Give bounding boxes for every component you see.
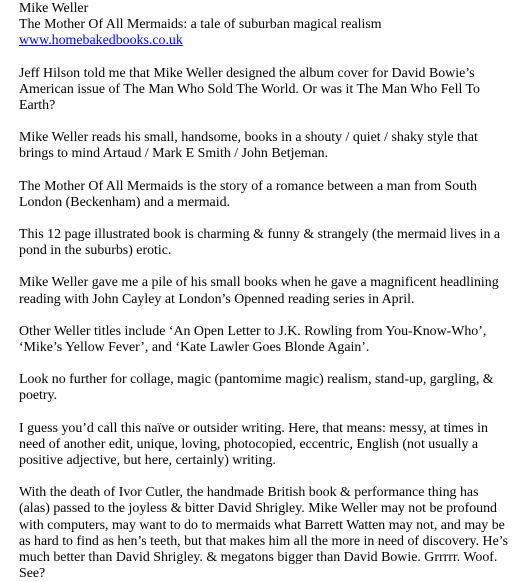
paragraph-illustrated-book: This 12 page illustrated book is charming & funny & strangely (the mermaid lives in a pond in the suburbs) erotic. xyxy=(19,227,501,259)
paragraph-outsider-writing: I guess you’d call this naïve or outsider writing. Here, that means: messy, at times in need of another edit, unique, loving, photocopied, eccentric, English (not usually a positive adjective, but here, certainly) writing. xyxy=(19,420,488,469)
paragraph-ivor-cutler: With the death of Ivor Cutler, the handmade British book & performance thing has (alas) passed to the joyless & bitter David Shrigley. Mike Weller may not be profound with computers, may want to do to mermaids what Barrett Watten may not, and may be as hard to find as hen’s teeth, but that makes him all the more in need of discovery. He’s much better than David Shrigley. & megatons bigger than David Bowie. Grrrrr. Woof. See? xyxy=(19,485,508,582)
book-title: The Mother Of All Mermaids: a tale of suburban magical realism xyxy=(19,17,382,33)
paragraph-reading-style: Mike Weller reads his small, handsome, books in a shouty / quiet / shaky style that brings to mind Artaud / Mark E Smith / John Betjeman. xyxy=(19,130,478,162)
document-body xyxy=(19,1,511,582)
paragraph-other-titles: Other Weller titles include ‘An Open Letter to J.K. Rowling from You-Know-Who’, ‘Mike’s Yellow Fever’, and ‘Kate Lawler Goes Blonde Again’. xyxy=(19,323,487,356)
author-name: Mike Weller xyxy=(19,1,89,16)
paragraph-bowie-album-cover: Jeff Hilson told me that Mike Weller designed the album cover for David Bowie’s American issue of The Man Who Sold The World. Or was it The Man Who Fell To Earth? xyxy=(19,65,480,114)
document-header xyxy=(19,1,511,50)
paragraph-look-no-further: Look no further for collage, magic (pantomime magic) realism, stand-up, gargling, & poetry. xyxy=(19,372,494,404)
paragraph-openned-reading: Mike Weller gave me a pile of his small books when he gave a magnificent headlining reading with John Cayley at London’s Openned reading series in April. xyxy=(19,275,499,307)
paragraph-story-summary: The Mother Of All Mermaids is the story of a romance between a man from South London (Beckenham) and a mermaid. xyxy=(19,178,477,210)
website-link[interactable]: www.homebakedbooks.co.uk xyxy=(19,33,183,49)
